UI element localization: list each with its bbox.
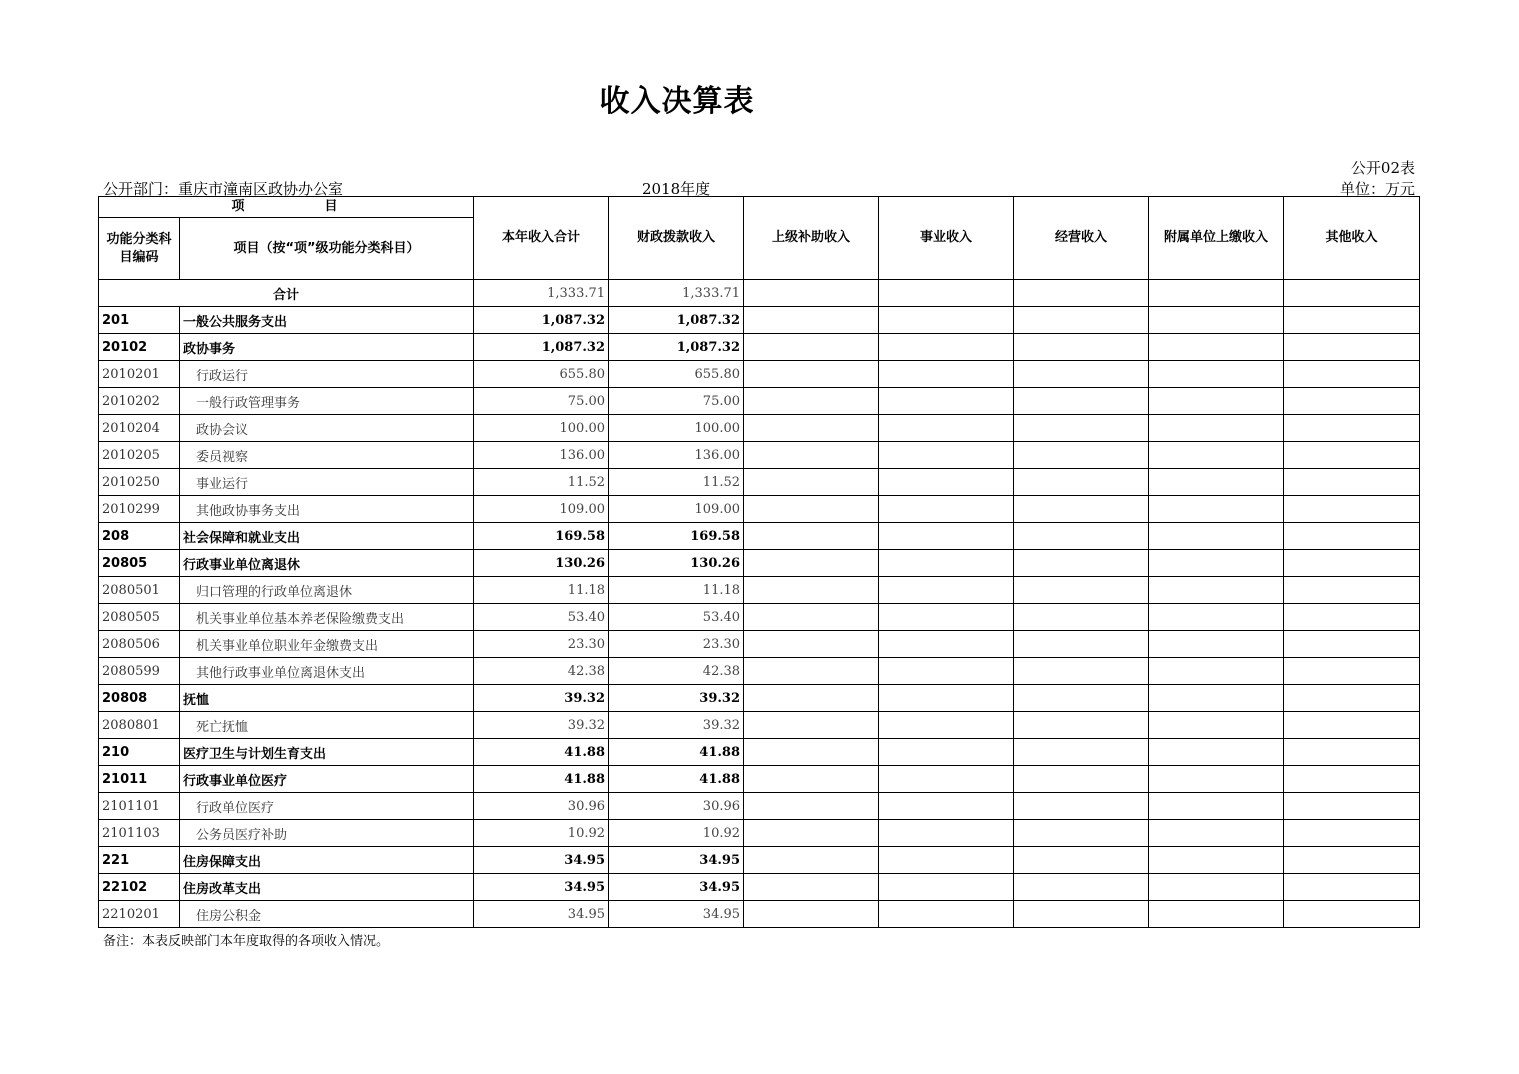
fiscal-income-value: 41.88 [609,739,744,766]
table-row [99,685,1420,712]
empty-cell [1149,334,1284,361]
header-code: 功能分类科目编码 [99,218,180,280]
category-name: 委员视察 [180,442,474,469]
empty-cell [1014,604,1149,631]
category-code: 201 [99,307,180,334]
empty-cell [1149,658,1284,685]
empty-cell [879,280,1014,307]
category-name: 政协会议 [180,415,474,442]
category-name: 住房公积金 [180,901,474,928]
empty-cell [1014,820,1149,847]
category-name: 社会保障和就业支出 [180,523,474,550]
empty-cell [1284,388,1420,415]
empty-cell [744,442,879,469]
empty-cell [744,307,879,334]
category-code: 20808 [99,685,180,712]
empty-cell [879,820,1014,847]
table-row [99,307,1420,334]
empty-cell [744,415,879,442]
empty-cell [879,442,1014,469]
empty-cell [1284,442,1420,469]
fiscal-year-label: 2018年度 [642,180,711,198]
empty-cell [1284,874,1420,901]
total-income-value: 1,087.32 [474,307,609,334]
category-name: 机关事业单位基本养老保险缴费支出 [180,604,474,631]
category-name: 一般公共服务支出 [180,307,474,334]
empty-cell [1284,280,1420,307]
category-code: 20102 [99,334,180,361]
empty-cell [1284,847,1420,874]
table-row [99,361,1420,388]
category-name: 机关事业单位职业年金缴费支出 [180,631,474,658]
empty-cell [1014,523,1149,550]
empty-cell [879,307,1014,334]
table-row [99,388,1420,415]
fiscal-income-value: 34.95 [609,901,744,928]
empty-cell [1284,550,1420,577]
category-name: 事业运行 [180,469,474,496]
header-business-income: 事业收入 [879,197,1014,280]
table-row [99,442,1420,469]
total-income-value: 11.18 [474,577,609,604]
table-row [99,469,1420,496]
category-name: 住房保障支出 [180,847,474,874]
fiscal-income-value: 34.95 [609,874,744,901]
category-name: 一般行政管理事务 [180,388,474,415]
empty-cell [1014,874,1149,901]
empty-cell [744,847,879,874]
empty-cell [1284,523,1420,550]
empty-cell [744,280,879,307]
table-row [99,766,1420,793]
table-row [99,577,1420,604]
empty-cell [1149,685,1284,712]
category-name: 行政事业单位医疗 [180,766,474,793]
table-row [99,550,1420,577]
empty-cell [744,766,879,793]
empty-cell [1014,631,1149,658]
empty-cell [1149,604,1284,631]
category-code: 210 [99,739,180,766]
empty-cell [744,685,879,712]
department-label: 公开部门：重庆市潼南区政协办公室 [103,180,344,198]
category-code: 2080501 [99,577,180,604]
empty-cell [1149,793,1284,820]
total-income-value: 1,333.71 [474,280,609,307]
empty-cell [1149,442,1284,469]
table-row [99,874,1420,901]
fiscal-income-value: 100.00 [609,415,744,442]
header-operating-income: 经营收入 [1014,197,1149,280]
fiscal-income-value: 169.58 [609,523,744,550]
total-income-value: 10.92 [474,820,609,847]
category-code: 2010204 [99,415,180,442]
empty-cell [1149,901,1284,928]
empty-cell [744,631,879,658]
header-item-name: 项目（按“项”级功能分类科目） [180,218,474,280]
empty-cell [879,361,1014,388]
empty-cell [1014,496,1149,523]
category-name: 归口管理的行政单位离退休 [180,577,474,604]
header-fiscal-income: 财政拨款收入 [609,197,744,280]
category-code: 22102 [99,874,180,901]
category-name: 医疗卫生与计划生育支出 [180,739,474,766]
empty-cell [879,739,1014,766]
total-row [99,280,1420,307]
header-affiliate-income: 附属单位上缴收入 [1149,197,1284,280]
category-name: 行政单位医疗 [180,793,474,820]
empty-cell [1284,712,1420,739]
income-table [98,196,1420,928]
fiscal-income-value: 41.88 [609,766,744,793]
total-income-value: 34.95 [474,847,609,874]
category-code: 208 [99,523,180,550]
category-code: 21011 [99,766,180,793]
empty-cell [744,388,879,415]
empty-cell [1149,631,1284,658]
fiscal-income-value: 11.18 [609,577,744,604]
empty-cell [1284,604,1420,631]
category-code: 2080505 [99,604,180,631]
category-code: 2080801 [99,712,180,739]
total-income-value: 109.00 [474,496,609,523]
total-income-value: 39.32 [474,685,609,712]
empty-cell [1014,658,1149,685]
empty-cell [879,496,1014,523]
empty-cell [1014,793,1149,820]
empty-cell [1284,820,1420,847]
empty-cell [1149,307,1284,334]
empty-cell [1149,415,1284,442]
empty-cell [744,361,879,388]
category-code: 2010201 [99,361,180,388]
total-income-value: 130.26 [474,550,609,577]
fiscal-income-value: 75.00 [609,388,744,415]
empty-cell [1014,685,1149,712]
category-name: 死亡抚恤 [180,712,474,739]
footnote: 备注：本表反映部门本年度取得的各项收入情况。 [103,934,390,949]
empty-cell [1149,739,1284,766]
fiscal-income-value: 130.26 [609,550,744,577]
table-row [99,820,1420,847]
empty-cell [1284,307,1420,334]
empty-cell [1284,901,1420,928]
category-code: 2101103 [99,820,180,847]
table-row [99,658,1420,685]
empty-cell [1014,766,1149,793]
empty-cell [1284,469,1420,496]
empty-cell [1149,388,1284,415]
empty-cell [879,523,1014,550]
total-income-value: 34.95 [474,874,609,901]
empty-cell [744,793,879,820]
empty-cell [1014,469,1149,496]
empty-cell [744,874,879,901]
empty-cell [1014,334,1149,361]
empty-cell [1149,550,1284,577]
empty-cell [1284,334,1420,361]
fiscal-income-value: 39.32 [609,685,744,712]
empty-cell [1284,415,1420,442]
fiscal-income-value: 23.30 [609,631,744,658]
empty-cell [1284,685,1420,712]
empty-cell [1014,307,1149,334]
table-row [99,901,1420,928]
table-row [99,334,1420,361]
empty-cell [1014,901,1149,928]
empty-cell [879,334,1014,361]
empty-cell [1014,442,1149,469]
page-title: 收入决算表 [599,84,755,119]
category-code: 221 [99,847,180,874]
total-income-value: 100.00 [474,415,609,442]
category-code: 2010205 [99,442,180,469]
fiscal-income-value: 34.95 [609,847,744,874]
table-row [99,793,1420,820]
form-number: 公开02表 [1350,159,1415,177]
header-superior-subsidy: 上级补助收入 [744,197,879,280]
table-row [99,604,1420,631]
category-name: 住房改革支出 [180,874,474,901]
fiscal-income-value: 1,087.32 [609,307,744,334]
empty-cell [1149,361,1284,388]
category-name: 行政运行 [180,361,474,388]
fiscal-income-value: 655.80 [609,361,744,388]
empty-cell [879,766,1014,793]
empty-cell [879,712,1014,739]
table-row [99,523,1420,550]
empty-cell [1149,280,1284,307]
empty-cell [744,496,879,523]
category-name: 公务员医疗补助 [180,820,474,847]
table-row [99,712,1420,739]
empty-cell [1284,658,1420,685]
total-income-value: 1,087.32 [474,334,609,361]
empty-cell [1014,388,1149,415]
empty-cell [1149,496,1284,523]
empty-cell [879,604,1014,631]
fiscal-income-value: 39.32 [609,712,744,739]
empty-cell [1014,415,1149,442]
empty-cell [744,550,879,577]
category-code: 2080506 [99,631,180,658]
empty-cell [1014,712,1149,739]
empty-cell [1014,577,1149,604]
empty-cell [1149,469,1284,496]
empty-cell [744,334,879,361]
empty-cell [879,685,1014,712]
header-item-group: 项目 [99,197,474,218]
empty-cell [879,631,1014,658]
empty-cell [1014,739,1149,766]
total-income-value: 75.00 [474,388,609,415]
empty-cell [1149,847,1284,874]
total-income-value: 53.40 [474,604,609,631]
fiscal-income-value: 30.96 [609,793,744,820]
empty-cell [879,658,1014,685]
empty-cell [1149,766,1284,793]
total-income-value: 30.96 [474,793,609,820]
empty-cell [1014,361,1149,388]
total-income-value: 42.38 [474,658,609,685]
table-row [99,415,1420,442]
empty-cell [879,793,1014,820]
total-income-value: 136.00 [474,442,609,469]
category-name: 抚恤 [180,685,474,712]
empty-cell [879,577,1014,604]
empty-cell [1149,577,1284,604]
category-name: 行政事业单位离退休 [180,550,474,577]
empty-cell [1284,793,1420,820]
empty-cell [744,820,879,847]
empty-cell [1149,820,1284,847]
fiscal-income-value: 53.40 [609,604,744,631]
unit-label: 单位：万元 [1339,180,1415,198]
total-income-value: 23.30 [474,631,609,658]
fiscal-income-value: 109.00 [609,496,744,523]
empty-cell [879,550,1014,577]
total-income-value: 39.32 [474,712,609,739]
total-income-value: 169.58 [474,523,609,550]
total-income-value: 41.88 [474,739,609,766]
empty-cell [879,901,1014,928]
empty-cell [744,739,879,766]
empty-cell [1149,523,1284,550]
empty-cell [744,901,879,928]
empty-cell [1014,550,1149,577]
total-income-value: 11.52 [474,469,609,496]
header-other-income: 其他收入 [1284,197,1420,280]
empty-cell [1284,496,1420,523]
empty-cell [1014,847,1149,874]
category-name: 政协事务 [180,334,474,361]
empty-cell [1284,739,1420,766]
category-code: 2010202 [99,388,180,415]
total-income-value: 34.95 [474,901,609,928]
empty-cell [744,523,879,550]
empty-cell [744,577,879,604]
fiscal-income-value: 1,087.32 [609,334,744,361]
header-total-income: 本年收入合计 [474,197,609,280]
category-code: 2010299 [99,496,180,523]
empty-cell [1149,712,1284,739]
category-code: 2101101 [99,793,180,820]
empty-cell [744,469,879,496]
empty-cell [744,604,879,631]
category-name: 其他行政事业单位离退休支出 [180,658,474,685]
empty-cell [1149,874,1284,901]
empty-cell [1284,577,1420,604]
empty-cell [744,712,879,739]
empty-cell [879,847,1014,874]
empty-cell [879,415,1014,442]
table-row [99,496,1420,523]
total-income-value: 41.88 [474,766,609,793]
fiscal-income-value: 136.00 [609,442,744,469]
empty-cell [1284,766,1420,793]
empty-cell [879,874,1014,901]
category-code: 2210201 [99,901,180,928]
fiscal-income-value: 10.92 [609,820,744,847]
empty-cell [879,388,1014,415]
table-row [99,847,1420,874]
total-income-value: 655.80 [474,361,609,388]
fiscal-income-value: 42.38 [609,658,744,685]
empty-cell [1014,280,1149,307]
table-row [99,631,1420,658]
category-code: 2080599 [99,658,180,685]
empty-cell [1284,361,1420,388]
total-label: 合计 [99,280,474,307]
category-code: 2010250 [99,469,180,496]
total-fiscal-value: 1,333.71 [609,280,744,307]
empty-cell [1284,631,1420,658]
empty-cell [879,469,1014,496]
fiscal-income-value: 11.52 [609,469,744,496]
category-name: 其他政协事务支出 [180,496,474,523]
category-code: 20805 [99,550,180,577]
empty-cell [744,658,879,685]
table-row [99,739,1420,766]
